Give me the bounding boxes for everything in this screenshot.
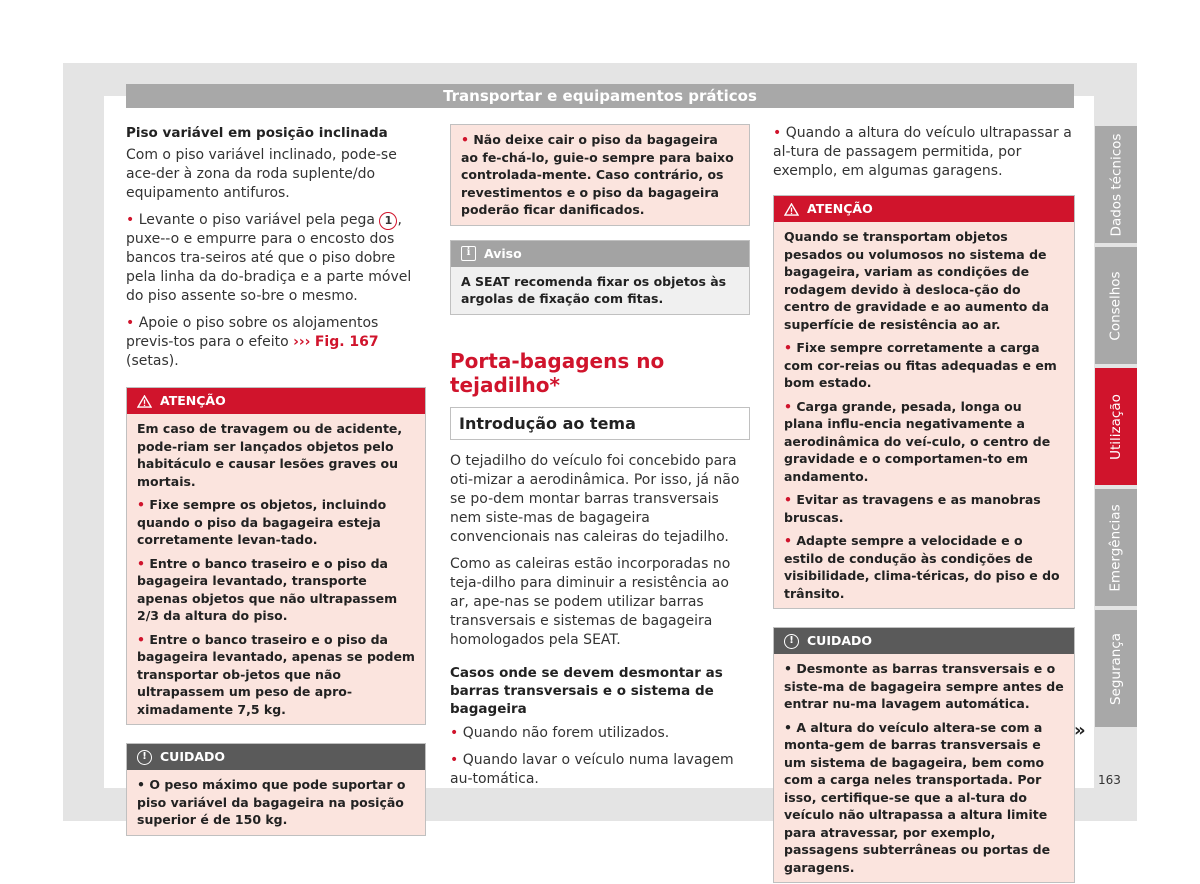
bullet-dot-icon: • (784, 340, 797, 355)
bullet-text: Apoie o piso sobre os alojamentos previs-tos para o efeito (126, 315, 379, 350)
tab-dados-tecnicos[interactable]: Dados técnicos (1095, 126, 1137, 243)
tab-emergencias[interactable]: Emergências (1095, 489, 1137, 606)
subheading: Casos onde se devem desmontar as barras transversais e o sistema de bagageira (450, 664, 723, 717)
warning-header (774, 196, 1074, 222)
bullet-text: , puxe--o e empurre para o encosto dos bancos tra-seiros até que o piso dobre pela linha da do-bradiça e a parte móvel do piso assente so-bre o mesmo. (126, 212, 412, 304)
exclamation-circle-icon: ! (137, 750, 152, 765)
warning-item: • Fixe sempre corretamente a carga com cor-reias ou fitas adequadas e em bom estado. (784, 340, 1057, 390)
bullet-text: Levante o piso variável pela pega (138, 212, 380, 228)
warning-item: • Entre o banco traseiro e o piso da bagageira levantado, apenas se podem transportar ob-jetos que não ultrapassem um peso de apro-ximadamente 7,5 kg. (137, 631, 415, 717)
bullet-dot-icon: • (137, 497, 150, 512)
bullet-dot-icon: • (126, 212, 135, 228)
intro-heading-box (450, 407, 750, 440)
bullet-item: • Quando a altura do veículo ultrapassar a al-tura de passagem permitida, por exemplo, em algumas garagens. (773, 125, 1072, 179)
caution-box-continued (450, 124, 750, 226)
bullet-dot-icon: • (784, 492, 797, 507)
caution-body (451, 125, 749, 225)
caution-body (774, 654, 1074, 882)
exclamation-circle-icon: ! (784, 634, 799, 649)
figure-link[interactable]: Fig. 167 (314, 334, 379, 350)
paragraph: O tejadilho do veículo foi concebido para oti-mizar a aerodinâmica. Por isso, já não se po-dem montar barras transversais nem siste-mas de bagageira convencionais nas caleiras do tejadilho. (450, 452, 740, 545)
column-2 (450, 124, 750, 797)
page-number: 163 (1098, 773, 1121, 787)
info-icon: i (461, 246, 476, 261)
warning-intro: Quando se transportam objetos pesados ou volumosos no sistema de bagageira, variam as condições de rodagem devido à desloca-ção do centro de gravidade e ao aumento da superfície de resistência ao ar. (784, 229, 1050, 332)
caution-title: CUIDADO (160, 749, 226, 764)
bullet-dot-icon: • (137, 555, 150, 571)
warning-body (127, 414, 425, 724)
warning-title: ATENÇÃO (807, 201, 873, 216)
caution-header (127, 744, 425, 770)
bullet-dot-icon: • (126, 315, 135, 331)
bullet-dot-icon: • (784, 398, 797, 414)
warning-header (127, 388, 425, 414)
caution-box (126, 743, 426, 836)
intro-title: Introdução ao tema (459, 413, 636, 433)
bullet-dot-icon: • (137, 631, 150, 647)
tab-seguranca[interactable]: Segurança (1095, 610, 1137, 727)
column-3 (773, 124, 1075, 884)
bullet-dot-icon: • (461, 132, 474, 147)
paragraph: Como as caleiras estão incorporadas no teja-dilho para diminuir a resistência ao ar, ape-nas se podem utilizar barras transversais e sistemas de bagageira homologados pela SEAT. (450, 555, 731, 648)
warning-triangle-icon (137, 395, 152, 408)
notice-box (450, 240, 750, 315)
continue-icon: » (1074, 720, 1086, 741)
callout-number: 1 (379, 212, 397, 230)
warning-intro: Em caso de travagem ou de acidente, pode-riam ser lançados objetos pelo habitáculo e causar lesões graves ou mortais. (137, 421, 403, 489)
warning-item: • Entre o banco traseiro e o piso da bagageira levantado, transporte apenas objetos que não ultrapassem 2/3 da altura do piso. (137, 555, 398, 623)
caution-body (127, 770, 425, 835)
caution-item: • Não deixe cair o piso da bagageira ao fe-chá-lo, guie-o sempre para baixo controlada-mente. Caso contrário, os revestimentos e o piso da bagageira poderão ficar danificados. (461, 132, 734, 217)
warning-body (774, 222, 1074, 608)
warning-title: ATENÇÃO (160, 393, 226, 408)
warning-item: • Carga grande, pesada, longa ou plana influ-encia negativamente a aerodinâmica do veí-culo, o centro de gravidade e o comportamen-to em andamento. (784, 398, 1051, 484)
warning-box (773, 195, 1075, 609)
warning-triangle-icon (784, 203, 799, 216)
caution-item: • A altura do veículo altera-se com a monta-gem de barras transversais e um sistema de bagageira, bem como com a carga neles transportada. Por isso, certifique-se que a al-tura do veículo não ultrapassa a altura limite para atravessar, por exemplo, passagens subterrâneas ou portas de garagens. (784, 719, 1051, 875)
caution-header (774, 628, 1074, 654)
notice-header (451, 241, 749, 267)
bullet-dot-icon: • (450, 751, 463, 768)
notice-title: Aviso (484, 245, 522, 261)
bullet-item (126, 314, 426, 371)
bullet-item (126, 211, 426, 306)
warning-item: • Adapte sempre a velocidade e o estilo de condução às condições de visibilidade, clima-téricas, do piso e do trânsito. (784, 533, 1060, 601)
subheading: Piso variável em posição inclinada (126, 125, 388, 141)
chapter-header: Transportar e equipamentos práticos (126, 84, 1074, 108)
bullet-item: • Quando lavar o veículo numa lavagem au-tomática. (450, 751, 734, 787)
bullet-dot-icon: • (450, 724, 463, 741)
tab-conselhos[interactable]: Conselhos (1095, 247, 1137, 364)
tab-utilizacao[interactable]: Utilização (1095, 368, 1137, 485)
section-title: Porta-bagagens no tejadilho* (450, 348, 665, 397)
warning-box (126, 387, 426, 725)
arrow-icon: ››› (293, 334, 311, 350)
bullet-dot-icon: • (784, 533, 797, 548)
warning-item: • Evitar as travagens e as manobras bruscas. (784, 492, 1041, 525)
bullet-item: • Quando não forem utilizados. (450, 724, 670, 741)
caution-title: CUIDADO (807, 633, 873, 648)
caution-item: • O peso máximo que pode suportar o piso variável da bagageira na posição superior é de 150 kg. (137, 777, 406, 827)
notice-text: A SEAT recomenda fixar os objetos às argolas de fixação com fitas. (461, 273, 727, 306)
paragraph: Com o piso variável inclinado, pode-se ace-der à zona da roda suplente/do equipamento antifuros. (126, 147, 397, 201)
notice-body (451, 267, 749, 314)
bullet-text: (setas). (126, 353, 179, 369)
caution-item: • Desmonte as barras transversais e o siste-ma de bagageira sempre antes de entrar nu-ma lavagem automática. (784, 661, 1064, 711)
bullet-dot-icon: • (773, 125, 786, 141)
column-1 (126, 124, 426, 850)
caution-box (773, 627, 1075, 883)
warning-item: • Fixe sempre os objetos, incluindo quando o piso da bagageira esteja corretamente levan-tado. (137, 497, 387, 547)
